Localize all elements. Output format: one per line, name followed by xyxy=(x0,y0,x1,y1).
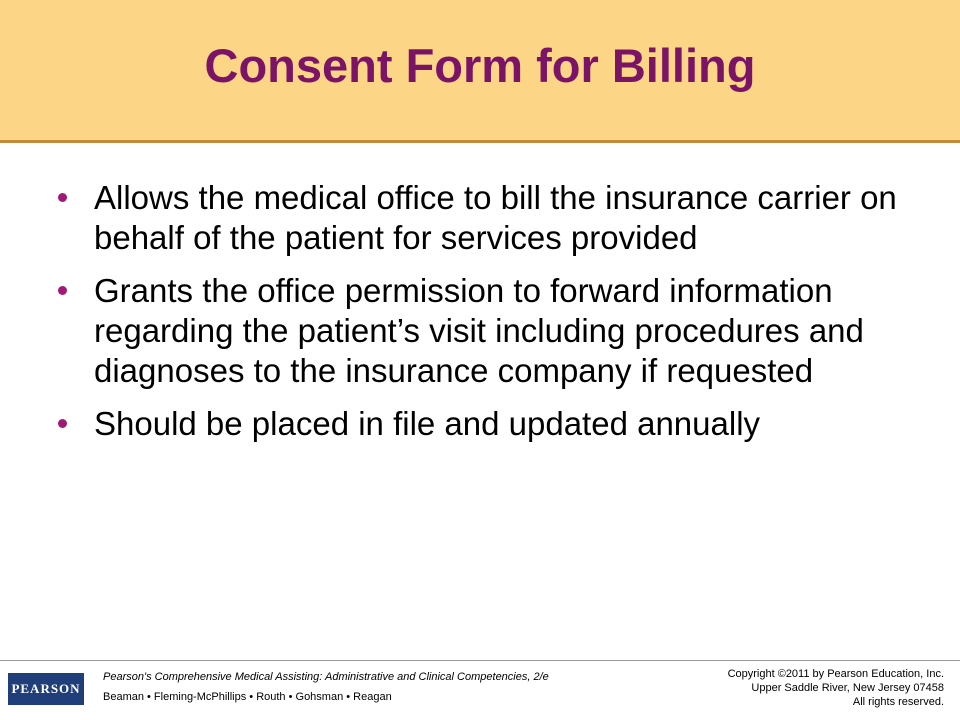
bullet-list xyxy=(58,178,918,457)
bullet-marker-icon xyxy=(58,193,67,202)
pearson-logo: PEARSON xyxy=(8,673,84,705)
bullet-text: Should be placed in file and updated annually xyxy=(94,405,761,442)
copyright-line: Copyright ©2011 by Pearson Education, Inc. xyxy=(727,668,944,680)
book-title: Pearson's Comprehensive Medical Assisting: Administrative and Clinical Competencies, 2/e xyxy=(103,671,549,683)
slide-title: Consent Form for Billing xyxy=(204,39,756,92)
copyright-line: All rights reserved. xyxy=(852,696,944,708)
bullet-marker-icon xyxy=(58,286,67,295)
bullet-marker-icon xyxy=(58,419,67,428)
bullet-item xyxy=(58,178,918,258)
copyright-notice xyxy=(728,667,944,709)
footer-divider xyxy=(0,660,960,661)
authors-line: Beaman • Fleming-McPhillips • Routh • Gohsman • Reagan xyxy=(103,691,392,703)
bullet-text: Grants the office permission to forward information regarding the patient’s visit including procedures and diagnoses to the insurance company if requested xyxy=(94,272,864,389)
copyright-line: Upper Saddle River, New Jersey 07458 xyxy=(751,682,944,694)
bullet-text: Allows the medical office to bill the insurance carrier on behalf of the patient for services provided xyxy=(94,179,897,256)
bullet-item xyxy=(58,404,918,444)
title-band xyxy=(0,0,960,143)
bullet-item xyxy=(58,271,918,391)
